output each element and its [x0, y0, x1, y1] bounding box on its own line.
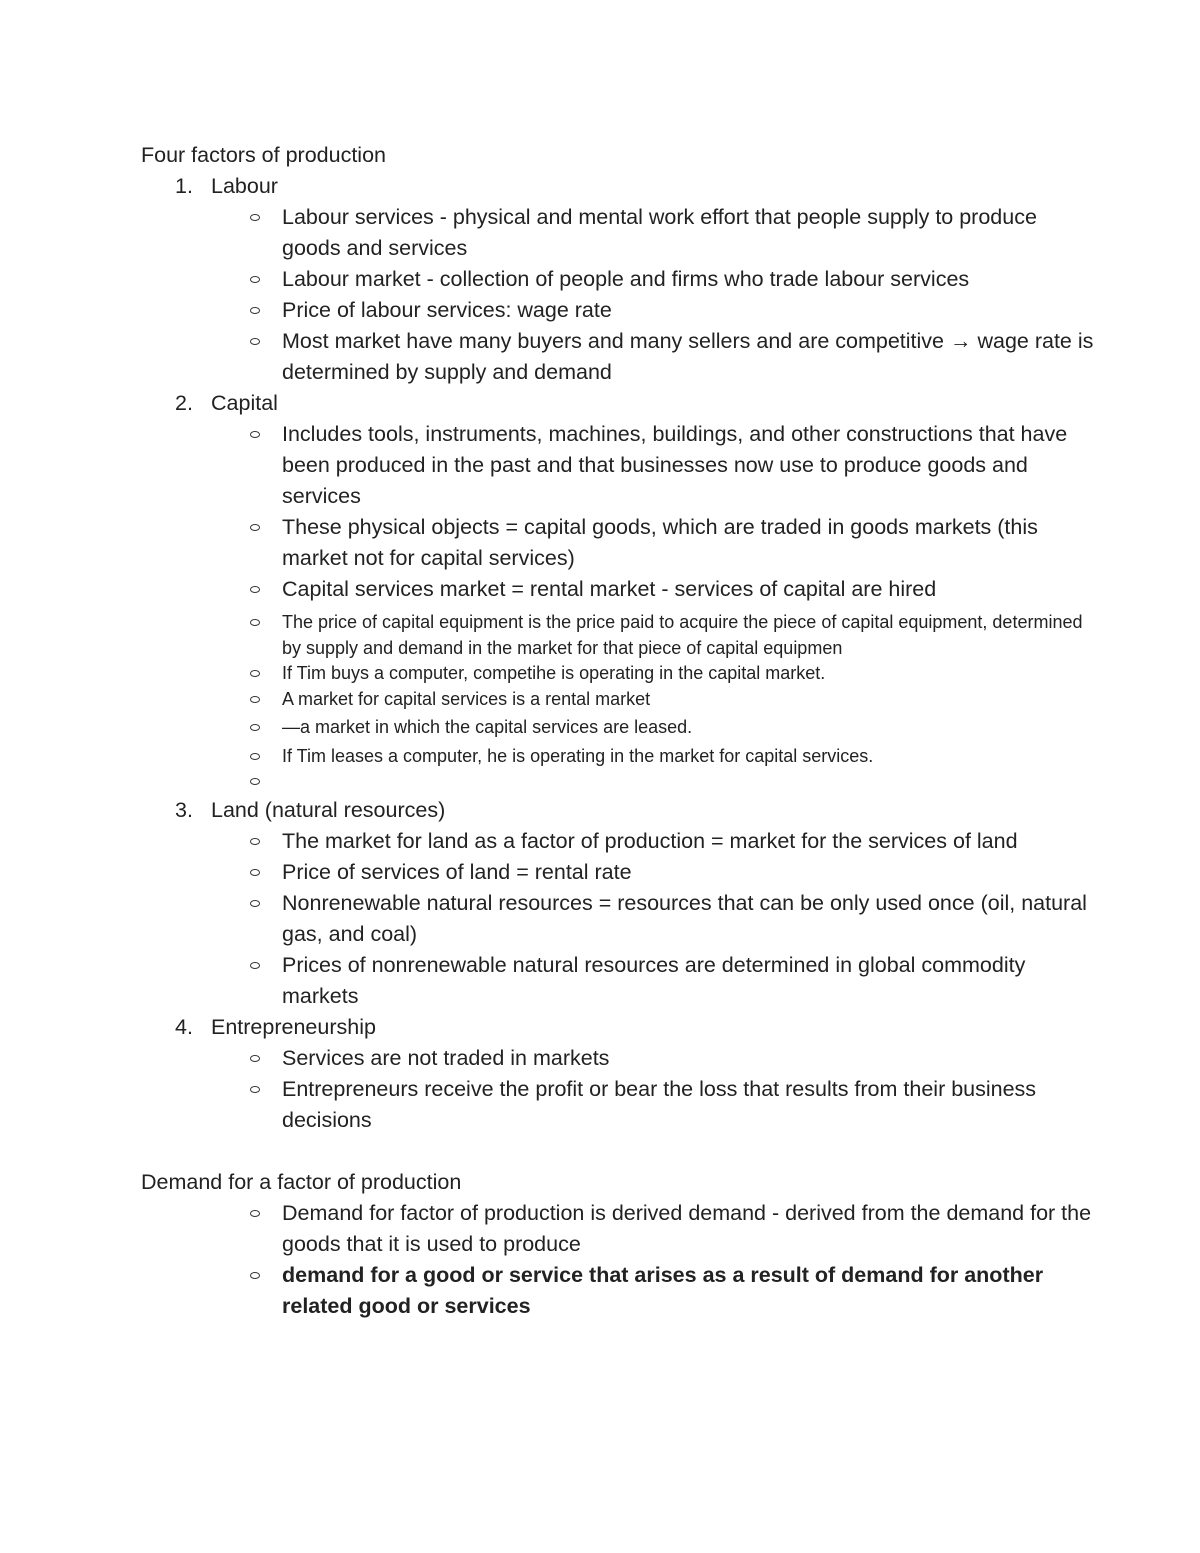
document-page [141, 140, 1101, 1322]
factor-title: Entrepreneurship [211, 1015, 376, 1039]
hollow-bullet-icon [250, 696, 260, 703]
hollow-bullet-icon [250, 1210, 260, 1217]
factors-list [141, 171, 1101, 1136]
list-number: 3. [175, 798, 193, 822]
list-item: Demand for factor of production is derived demand - derived from the demand for the goods that it is used to produce [141, 1198, 1101, 1260]
factor-item-land [141, 795, 1101, 1012]
section-heading-factors: Four factors of production [141, 143, 386, 167]
list-item: If Tim buys a computer, competihe is operating in the capital market. [141, 661, 1101, 687]
hollow-bullet-icon [250, 586, 260, 593]
hollow-bullet-icon [250, 962, 260, 969]
list-item: The market for land as a factor of production = market for the services of land [141, 826, 1101, 857]
factor-item-capital [141, 388, 1101, 795]
list-item: Capital services market = rental market - services of capital are hired [141, 574, 1101, 605]
hollow-bullet-icon [250, 753, 260, 760]
list-item: Nonrenewable natural resources = resources that can be only used once (oil, natural gas, and coal) [141, 888, 1101, 950]
list-item: The price of capital equipment is the price paid to acquire the piece of capital equipment, determined by supply and demand in the market for that piece of capital equipmen [141, 605, 1101, 661]
list-item: Price of labour services: wage rate [141, 295, 1101, 326]
paragraph-spacer [141, 1136, 1101, 1167]
list-item: A market for capital services is a rental market [141, 687, 1101, 713]
hollow-bullet-icon [250, 900, 260, 907]
bullet-list [141, 1043, 1101, 1136]
bullet-list [141, 1198, 1101, 1322]
hollow-bullet-icon [250, 838, 260, 845]
hollow-bullet-icon [250, 214, 260, 221]
section-derived-demand [141, 1167, 1101, 1322]
factor-item-entrepreneurship [141, 1012, 1101, 1136]
list-item: Price of services of land = rental rate [141, 857, 1101, 888]
list-item-bold: demand for a good or service that arises as a result of demand for another related good or services [141, 1260, 1101, 1322]
hollow-bullet-icon [250, 1086, 260, 1093]
section-heading-demand: Demand for a factor of production [141, 1170, 462, 1194]
list-item: Entrepreneurs receive the profit or bear the loss that results from their business decisions [141, 1074, 1101, 1136]
list-item: Labour market - collection of people and firms who trade labour services [141, 264, 1101, 295]
list-item: If Tim leases a computer, he is operating in the market for capital services. [141, 741, 1101, 770]
factor-title: Capital [211, 391, 278, 415]
bullet-list [141, 202, 1101, 388]
list-number: 1. [175, 174, 193, 198]
list-item: These physical objects = capital goods, which are traded in goods markets (this market not for capital services) [141, 512, 1101, 574]
hollow-bullet-icon [250, 524, 260, 531]
hollow-bullet-icon [250, 338, 260, 345]
list-item: Most market have many buyers and many sellers and are competitive → wage rate is determined by supply and demand [141, 326, 1101, 388]
hollow-bullet-icon [250, 670, 260, 677]
hollow-bullet-icon [250, 724, 260, 731]
factor-title: Land (natural resources) [211, 798, 446, 822]
list-item: Services are not traded in markets [141, 1043, 1101, 1074]
hollow-bullet-icon [250, 1055, 260, 1062]
bullet-list [141, 826, 1101, 1012]
factor-item-labour [141, 171, 1101, 388]
list-number: 2. [175, 391, 193, 415]
list-item: Prices of nonrenewable natural resources are determined in global commodity markets [141, 950, 1101, 1012]
list-number: 4. [175, 1015, 193, 1039]
list-item: Labour services - physical and mental work effort that people supply to produce goods and services [141, 202, 1101, 264]
hollow-bullet-icon [250, 778, 260, 785]
hollow-bullet-icon [250, 431, 260, 438]
hollow-bullet-icon [250, 619, 260, 626]
list-item: —a market in which the capital services are leased. [141, 712, 1101, 741]
list-item-empty [141, 769, 1101, 795]
hollow-bullet-icon [250, 276, 260, 283]
bullet-list [141, 419, 1101, 795]
factor-title: Labour [211, 174, 278, 198]
hollow-bullet-icon [250, 307, 260, 314]
hollow-bullet-icon [250, 869, 260, 876]
list-item: Includes tools, instruments, machines, buildings, and other constructions that have been produced in the past and that businesses now use to produce goods and services [141, 419, 1101, 512]
hollow-bullet-icon [250, 1272, 260, 1279]
